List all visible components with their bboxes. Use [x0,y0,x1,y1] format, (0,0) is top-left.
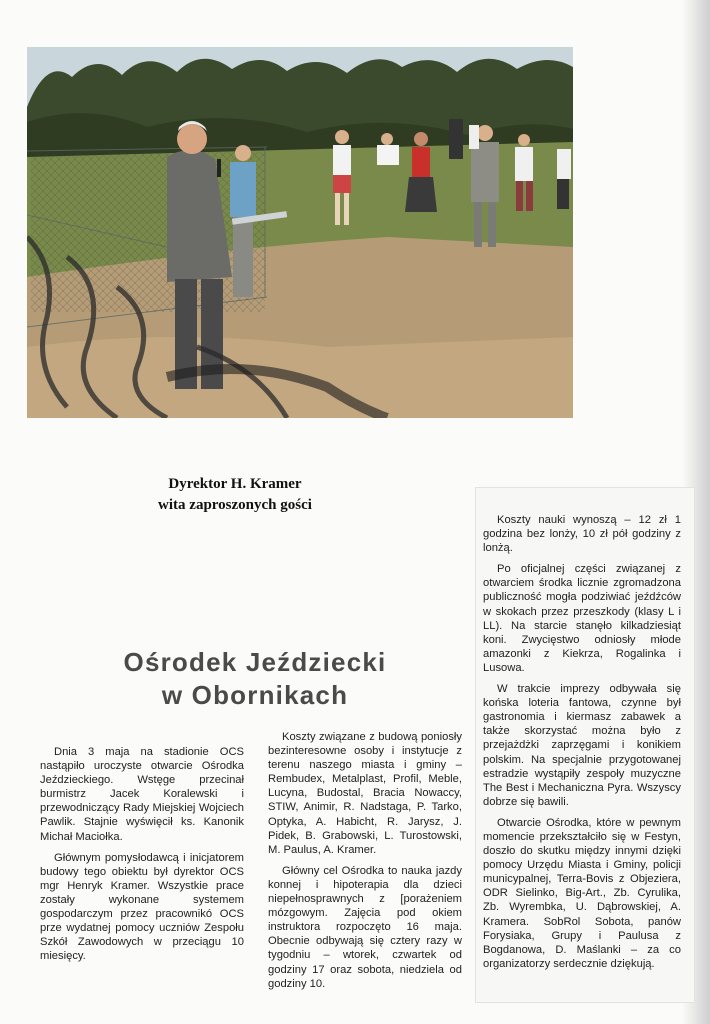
article-column-3 [483,513,681,978]
paragraph: Dnia 3 maja na stadionie OCS nastąpiło uroczyste otwarcie Ośrodka Jeździeckiego. Wstęge przecinał burmistrz Jacek Koralewski i przewodniczący Rady Miejskiej Wojciech Pawlik. Stajnie wyświęcił ks. Kanonik Michał Maciołka. [40,746,244,843]
paragraph: Koszty nauki wynoszą – 12 zł 1 godzina bez lonży, 10 zł pół godziny z lonżą. [483,514,681,555]
event-photo [27,47,573,418]
paragraph: Koszty związane z budową poniosły bezinteresowne osoby i instytucje z terenu naszego miasta i gminy – Rembudex, Metalplast, Profil, Meble, Lucyna, Budostal, Bracia Nowaccy, STIW, Animir, R. Nadstaga, P. Tarko, Optyka, A. Habicht, R. Jarysz, J. Pidek, B. Grabowski, L. Turostowski, M. Paulus, A. Kramer. [268,731,462,856]
headline-line-2: w Obornikach [161,680,349,710]
photo-caption [130,474,340,516]
paragraph: Głównym pomysłodawcą i inicjatorem budowy tego obiektu był dyrektor OCS mgr Henryk Kramer. Wszystkie prace zostały wykonane systemem gospodarczym przez pracownikó OCS prze wydatnej pomocy uczniów Zespołu Szkół Zawodowych w przeciągu 10 miesięcy. [40,851,244,963]
article-headline [90,646,420,712]
caption-line-2: wita zaproszonych gości [158,497,312,513]
paragraph: Główny cel Ośrodka to nauka jazdy konnej i hipoterapia dla dzieci niepełnosprawnych z [porażeniem mózgowym. Zajęcia pod okiem instruktora rozpoczęto 16 maja. Obecnie odbywają się cztery razy w tygodniu – wtorek, czwartek od godziny 17 oraz sobota, niedziela od godziny 10. [268,864,462,990]
paragraph: Po oficjalnej części związanej z otwarciem środka licznie zgromadzona publiczność mogła podziwiać jeźdźców w skokach przez przeszkody (klasy L i LL). Na starcie stanęło kilkadziesiąt koni. Zwycięstwo odniosły młode amazonki z Kiekrza, Rogalinka i Lusowa. [483,563,681,674]
paragraph: Otwarcie Ośrodka, które w pewnym momencie przekształciło się w Festyn, doszło do skutku między innymi dzięki pomocy Urzędu Miasta i Gminy, policji municypalnej, Terra-Bovis z Objeziera, ODR Sielinko, Big-Art., Zb. Cyrulika, Zb. Wyrembka, U. Dąbrowskiej, A. Kramera. SobRol Sobota, panów Forysiaka, Grupy i Paulusa z Bogdanowa, D. Maślanki – za co organizatorzy serdecznie dziękują. [483,816,681,970]
caption-line-1: Dyrektor H. Kramer [168,476,302,492]
article-column-1 [40,745,244,970]
paragraph: W trakcie imprezy odbywała się końska loteria fantowa, czynne był gastronomia i kiermasz zabawek a także skorzystać można było z przejażdżki zaprzęgami i konikiem polskim. Na specjalnie przygotowanej estradzie wystąpiły zespoły muzyczne The Best i Mechaniczna Pyra. Wszyscy dobrze się bawili. [483,683,681,808]
headline-line-1: Ośrodek Jeździecki [123,647,387,677]
article-column-2 [268,730,462,998]
